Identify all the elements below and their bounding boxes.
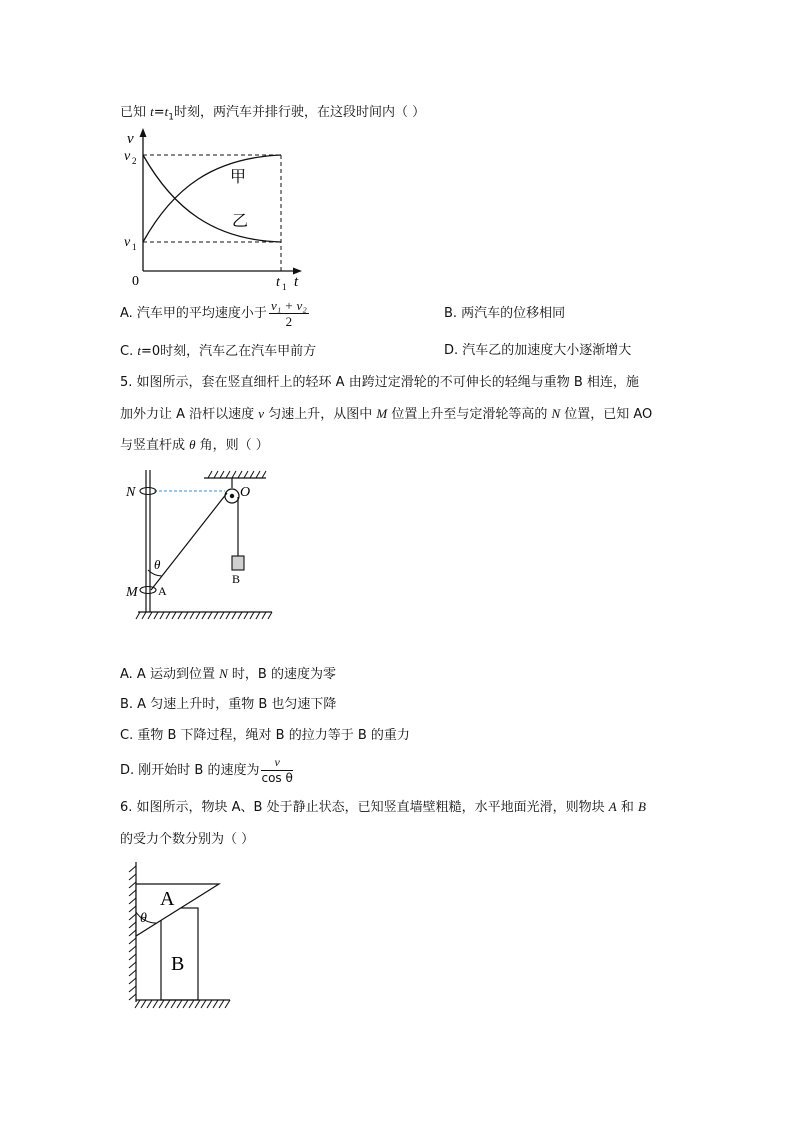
q4-option-a-text: A. 汽车甲的平均速度小于: [120, 306, 267, 321]
q5-line2-n: N: [551, 406, 561, 421]
v2-label: v: [124, 149, 131, 164]
theta-label: θ: [154, 557, 161, 572]
q5-pulley-figure: [124, 470, 284, 625]
q4-option-c-var: t: [137, 343, 141, 358]
q6-stem-line1: [120, 798, 646, 817]
o-label: O: [240, 485, 251, 500]
q6-line1-a-var: A: [608, 799, 617, 814]
pulley-axle: [230, 494, 234, 498]
q4-option-a-fraction: [269, 298, 309, 329]
q6-line1-b-var: B: [637, 799, 646, 814]
q5-option-a-b: 时，B 的速度为零: [227, 667, 336, 682]
q4-vt-graph: [118, 128, 318, 293]
v2-sub: 2: [132, 156, 137, 166]
q4-option-b: B. 两汽车的位移相同: [444, 306, 566, 321]
q6-stem-line2: 的受力个数分别为（ ）: [120, 832, 255, 847]
q5-line2-m: M: [376, 406, 388, 421]
q5-option-d-fraction: [261, 755, 292, 786]
q5-option-a-n: N: [219, 666, 228, 681]
ceiling-hatch: [208, 471, 266, 478]
q5-line2-c: 位置上升至与定滑轮等高的: [387, 407, 552, 422]
block-b: [232, 556, 244, 570]
y-axis-arrow-icon: [140, 128, 147, 137]
ring-n: [140, 488, 156, 495]
t1-sub: 1: [282, 282, 287, 292]
wall-hatch: [129, 866, 136, 1000]
q5-option-a-a: A. A 运动到位置: [120, 667, 220, 682]
q5-line3-b: 角，则（ ）: [195, 438, 269, 453]
origin-label: 0: [132, 274, 139, 289]
x-axis-label: t: [294, 274, 299, 290]
q4-stem-var: t: [150, 104, 154, 119]
q4-stem: [120, 103, 425, 127]
q4-stem-var2: t: [164, 104, 169, 119]
a-label: A: [158, 584, 167, 598]
q4-option-a-num: v₁ + v₂: [270, 298, 307, 313]
n-label: N: [126, 485, 136, 500]
t1-label: t: [276, 275, 280, 290]
q5-line3-a: 与竖直杆成: [120, 438, 190, 453]
ground-hatch: [135, 1000, 230, 1008]
q5-option-d-text: D. 刚开始时 B 的速度为: [120, 763, 260, 778]
b-label: B: [232, 572, 241, 586]
y-axis-label: v: [127, 131, 134, 147]
v1-sub: 1: [132, 242, 137, 252]
q5-line2-a: 加外力让 A 沿杆以速度: [120, 407, 259, 422]
q4-option-a-den: 2: [285, 314, 293, 329]
q6-line1-b: 和: [616, 800, 638, 815]
a-label: A: [160, 888, 175, 910]
q5-stem-line2: [120, 405, 652, 424]
curve-jia-label: 甲: [230, 167, 247, 186]
q5-option-c: C. 重物 B 下降过程，绳对 B 的拉力等于 B 的重力: [120, 728, 410, 743]
q5-line2-d: 位置，已知 AO: [560, 407, 653, 422]
m-label: M: [126, 585, 138, 600]
q5-line3-theta: θ: [189, 437, 196, 452]
q6-line1-a: 6. 如图所示，物块 A、B 处于静止状态，已知竖直墙壁粗糙，水平地面光滑，则物块: [120, 800, 609, 815]
b-label: B: [171, 953, 185, 975]
q4-stem-sub: 1: [168, 112, 175, 123]
v1-label: v: [124, 235, 131, 250]
q5-line2-v: v: [258, 406, 265, 421]
q4-option-c-prefix: C.: [120, 344, 138, 359]
rope-ao: [151, 493, 227, 590]
theta-label: θ: [140, 911, 147, 926]
q4-option-c: [120, 342, 316, 361]
q4-option-d: D. 汽车乙的加速度大小逐渐增大: [444, 343, 632, 358]
q4-option-a: [120, 298, 311, 329]
curve-jia: [143, 155, 281, 242]
q5-option-d: [120, 755, 295, 786]
q4-option-c-text: =0时刻，汽车乙在汽车甲前方: [140, 344, 317, 359]
curve-yi: [143, 155, 281, 242]
curve-yi-label: 乙: [232, 211, 249, 230]
q5-line2-b: 匀速上升，从图中: [264, 407, 377, 422]
q6-blocks-figure: [124, 862, 239, 1012]
q4-stem-eq: =: [153, 105, 165, 120]
q5-option-d-num: v: [261, 755, 292, 771]
q5-stem-line1: 5. 如图所示，套在竖直细杆上的轻环 A 由跨过定滑轮的不可伸长的轻绳与重物 B 相连，施: [120, 375, 639, 390]
q5-option-a: [120, 665, 336, 684]
block-a: [136, 884, 219, 936]
q5-option-b: B. A 匀速上升时，重物 B 也匀速下降: [120, 697, 337, 712]
q4-stem-prefix: 已知: [120, 105, 151, 120]
ground-hatch: [136, 612, 272, 619]
q4-stem-rest: 时刻，两汽车并排行驶，在这段时间内（ ）: [174, 105, 426, 120]
q5-option-d-den: cos θ: [261, 771, 293, 785]
ring-a: [140, 587, 156, 594]
q5-stem-line3: [120, 436, 269, 455]
